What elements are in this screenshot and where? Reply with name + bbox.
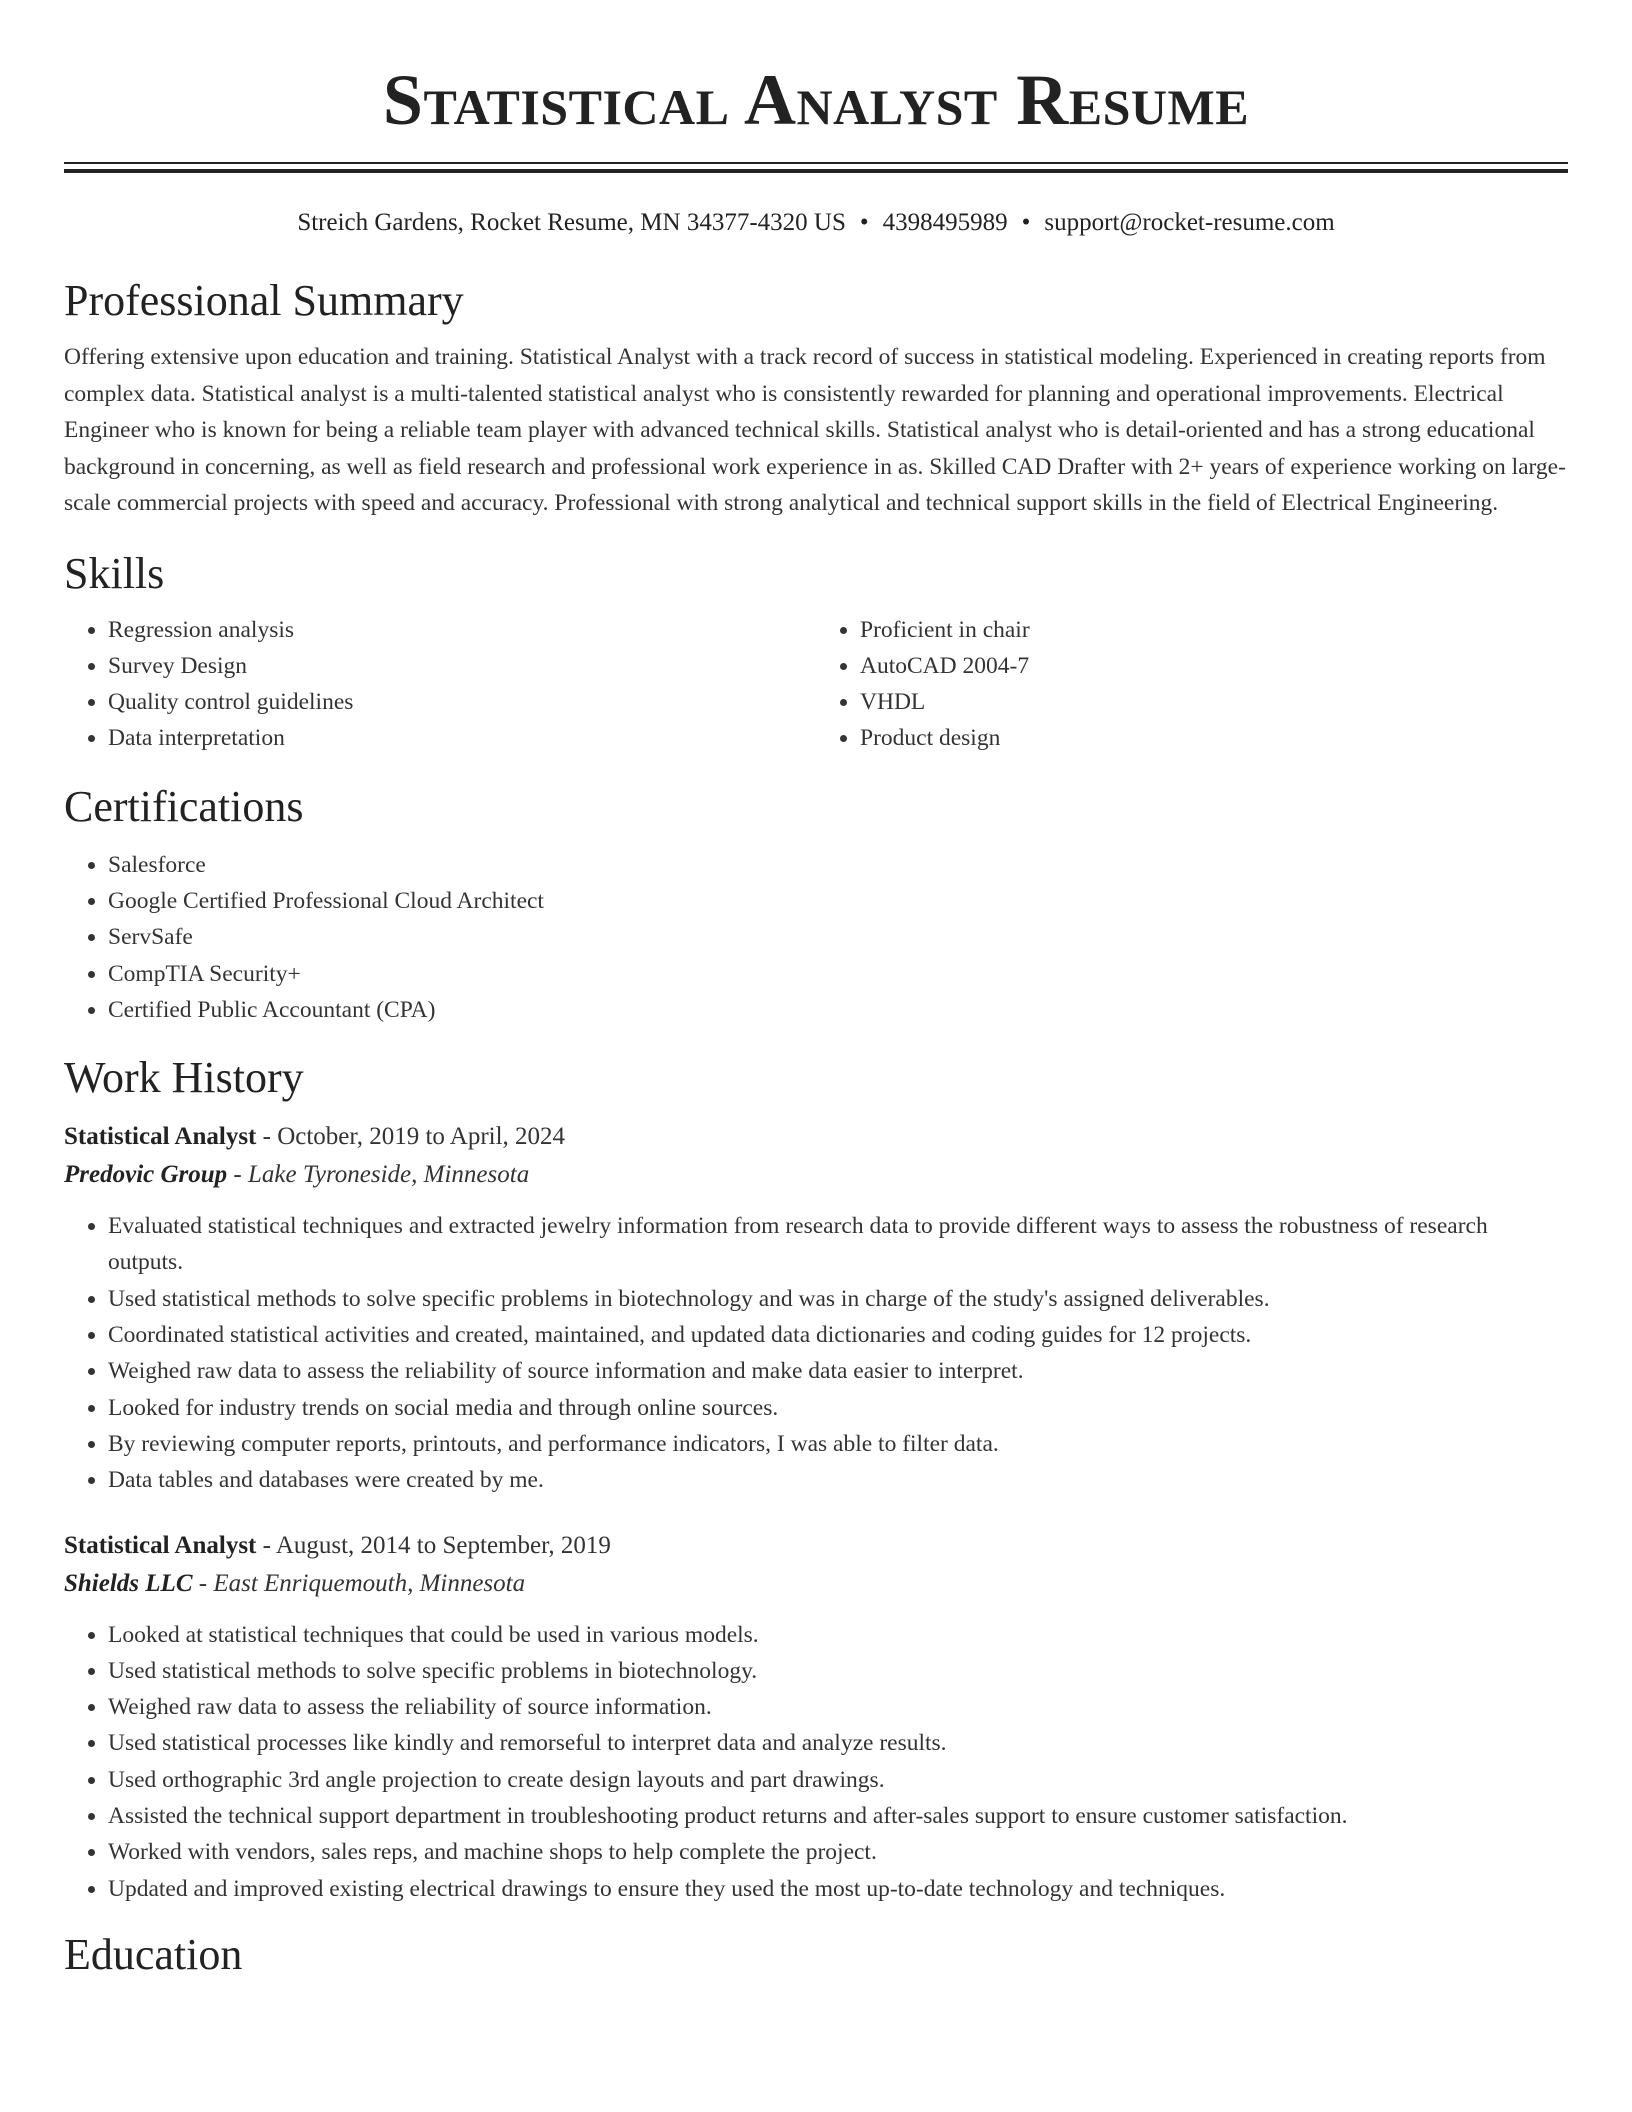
certifications-heading: Certifications [64,781,304,831]
job-duty-item: • Used statistical processes like kindly and remorseful to interpret data and analyze results. [108,1725,1568,1761]
skill-item: • Proficient in chair [860,612,1568,648]
certifications-list [64,847,1568,1028]
job-title-line [64,1527,1568,1565]
contact-line [64,207,1568,239]
skill-item: • AutoCAD 2004-7 [860,648,1568,684]
job-duty-item: • Data tables and databases were created by me. [108,1462,1568,1498]
job-duty-item: • Looked for industry trends on social media and through online sources. [108,1390,1568,1426]
skill-item: • Quality control guidelines [108,684,816,720]
job-duty-item: • Used statistical methods to solve specific problems in biotechnology and was in charge of the study's assigned deliverables. [108,1281,1568,1317]
job-location: - Lake Tyroneside, Minnesota [227,1161,530,1189]
skills-column-left [64,612,816,757]
job-duty-item: • Used orthographic 3rd angle projection to create design layouts and part drawings. [108,1762,1568,1798]
job-duty-item: • Coordinated statistical activities and created, maintained, and updated data dictionaries and coding guides for 12 projects. [108,1317,1568,1353]
skills-heading: Skills [64,548,165,598]
summary-text: Offering extensive upon education and training. Statistical Analyst with a track record of success in statistical modeling. Experienced in creating reports from complex data. Statistical analyst is a multi-talented statistical analyst who is consistently rewarded for planning and operational improvements. Electrical Engineer who is known for being a reliable team player with advanced technical skills. Statistical analyst who is detail-oriented and has a strong educational background in concerning, as well as field research and professional work experience in as. Skilled CAD Drafter with 2+ years of experience working on large-scale commercial projects with speed and accuracy. Professional with strong analytical and technical support skills in the field of Electrical Engineering. [64,344,1566,516]
job-company-line [64,1156,1568,1194]
skills-column-right [816,612,1568,757]
job-title: Statistical Analyst [64,1531,257,1559]
certification-item: • Salesforce [108,847,1568,883]
contact-separator: • [1021,209,1031,236]
job-duty-item: • Looked at statistical techniques that could be used in various models. [108,1617,1568,1653]
job-dates: - August, 2014 to September, 2019 [256,1531,611,1559]
job-duty-item: • Weighed raw data to assess the reliability of source information. [108,1689,1568,1725]
skills-list [64,612,1568,757]
job-duties-list [64,1617,1568,1907]
work-history-heading: Work History [64,1053,304,1103]
job-dates: - October, 2019 to April, 2024 [256,1123,566,1151]
job-company-line [64,1565,1568,1603]
skill-item: • Regression analysis [108,612,816,648]
job-duty-item: • Used statistical methods to solve specific problems in biotechnology. [108,1653,1568,1689]
job-duty-item: • Worked with vendors, sales reps, and machine shops to help complete the project. [108,1834,1568,1870]
job-company: Shields LLC [64,1569,193,1597]
contact-email[interactable]: support@rocket-resume.com [1044,209,1335,236]
certification-item: • Google Certified Professional Cloud Architect [108,883,1568,919]
job-entry [64,1527,1568,1907]
job-title: Statistical Analyst [64,1123,257,1151]
skill-item: • VHDL [860,684,1568,720]
resume-title: Statistical Analyst Resume [382,60,1250,140]
job-duties-list [64,1208,1568,1498]
job-duty-item: • By reviewing computer reports, printouts, and performance indicators, I was able to filter data. [108,1426,1568,1462]
certification-item: • Certified Public Accountant (CPA) [108,992,1568,1028]
job-duty-item: • Weighed raw data to assess the reliability of source information and make data easier to interpret. [108,1353,1568,1389]
contact-separator: • [859,209,869,236]
certification-item: • CompTIA Security+ [108,956,1568,992]
job-title-line [64,1118,1568,1156]
job-location: - East Enriquemouth, Minnesota [192,1569,526,1597]
certification-item: • ServSafe [108,919,1568,955]
skill-item: • Product design [860,720,1568,756]
contact-address: Streich Gardens, Rocket Resume, MN 34377-4320 US [297,209,846,236]
skill-item: • Data interpretation [108,720,816,756]
job-duty-item: • Assisted the technical support department in troubleshooting product returns and after-sales support to ensure customer satisfaction. [108,1798,1568,1834]
job-duty-item: • Updated and improved existing electrical drawings to ensure they used the most up-to-date technology and techniques. [108,1871,1568,1907]
job-entry [64,1118,1568,1498]
summary-heading: Professional Summary [64,276,464,325]
title-divider [64,162,1568,173]
job-company: Predovic Group [64,1161,228,1189]
education-heading: Education [64,1929,243,1979]
skill-item: • Survey Design [108,648,816,684]
job-duty-item: • Evaluated statistical techniques and extracted jewelry information from research data to provide different ways to assess the robustness of research outputs. [108,1208,1568,1281]
contact-phone: 4398495989 [882,209,1008,236]
